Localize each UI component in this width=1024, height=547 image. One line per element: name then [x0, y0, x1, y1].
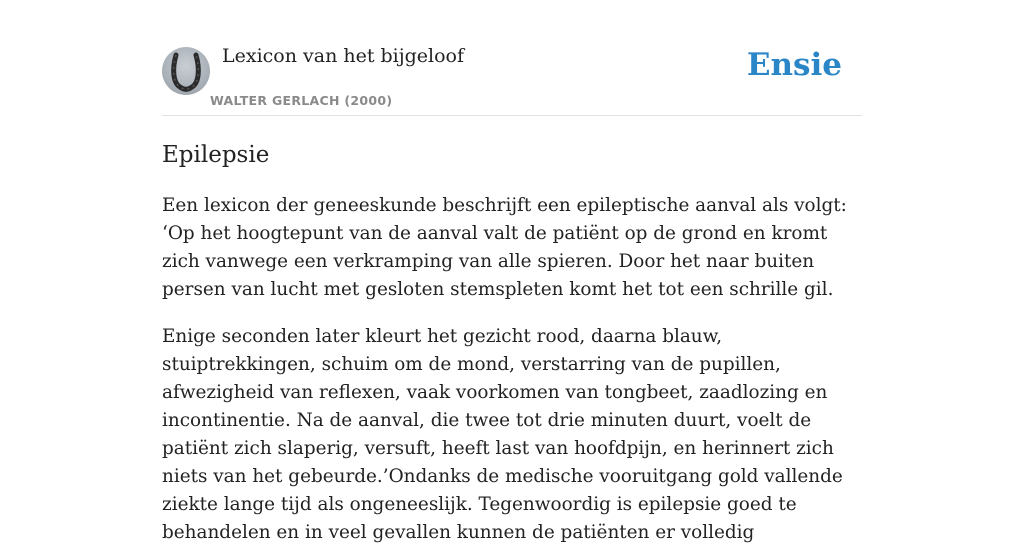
entry-paragraph: Een lexicon der geneeskunde beschrijft een epileptische aanval als volgt: ‘Op het hoogtepunt van de aanval valt de patiënt op de grond en kromt zich vanwege een verkramping van alle spieren. Door het naar buiten persen van lucht met gesloten stemspleten komt het tot een schrille gil.: [162, 195, 847, 300]
author-credit: WALTER GERLACH (2000): [210, 93, 393, 108]
entry-content: [162, 140, 862, 547]
header: [162, 0, 862, 116]
entry-paragraph: Enige seconden later kleurt het gezicht rood, daarna blauw, stuiptrekkingen, schuim om de mond, verstarring van de pupillen, afwezigheid van reflexen, vaak voorkomen van tongbeet, zaadlozing en incontinentie. Na de aanval, die twee tot drie minuten duurt, voelt de patiënt zich slaperig, versuft, heeft last van hoofdpijn, en herinnert zich niets van het gebeurde.’Ondanks de medische vooruitgang gold vallende ziekte lange tijd als ongeneeslijk. Tegenwoordig is epilepsie goed te behandelen en in veel gevallen kunnen de patiënten er volledig: [162, 326, 843, 543]
book-title[interactable]: Lexicon van het bijgeloof: [222, 45, 465, 67]
brand-logo[interactable]: Ensie: [746, 47, 842, 83]
horseshoe-icon[interactable]: [162, 47, 210, 95]
entry-title: Epilepsie: [162, 142, 270, 168]
